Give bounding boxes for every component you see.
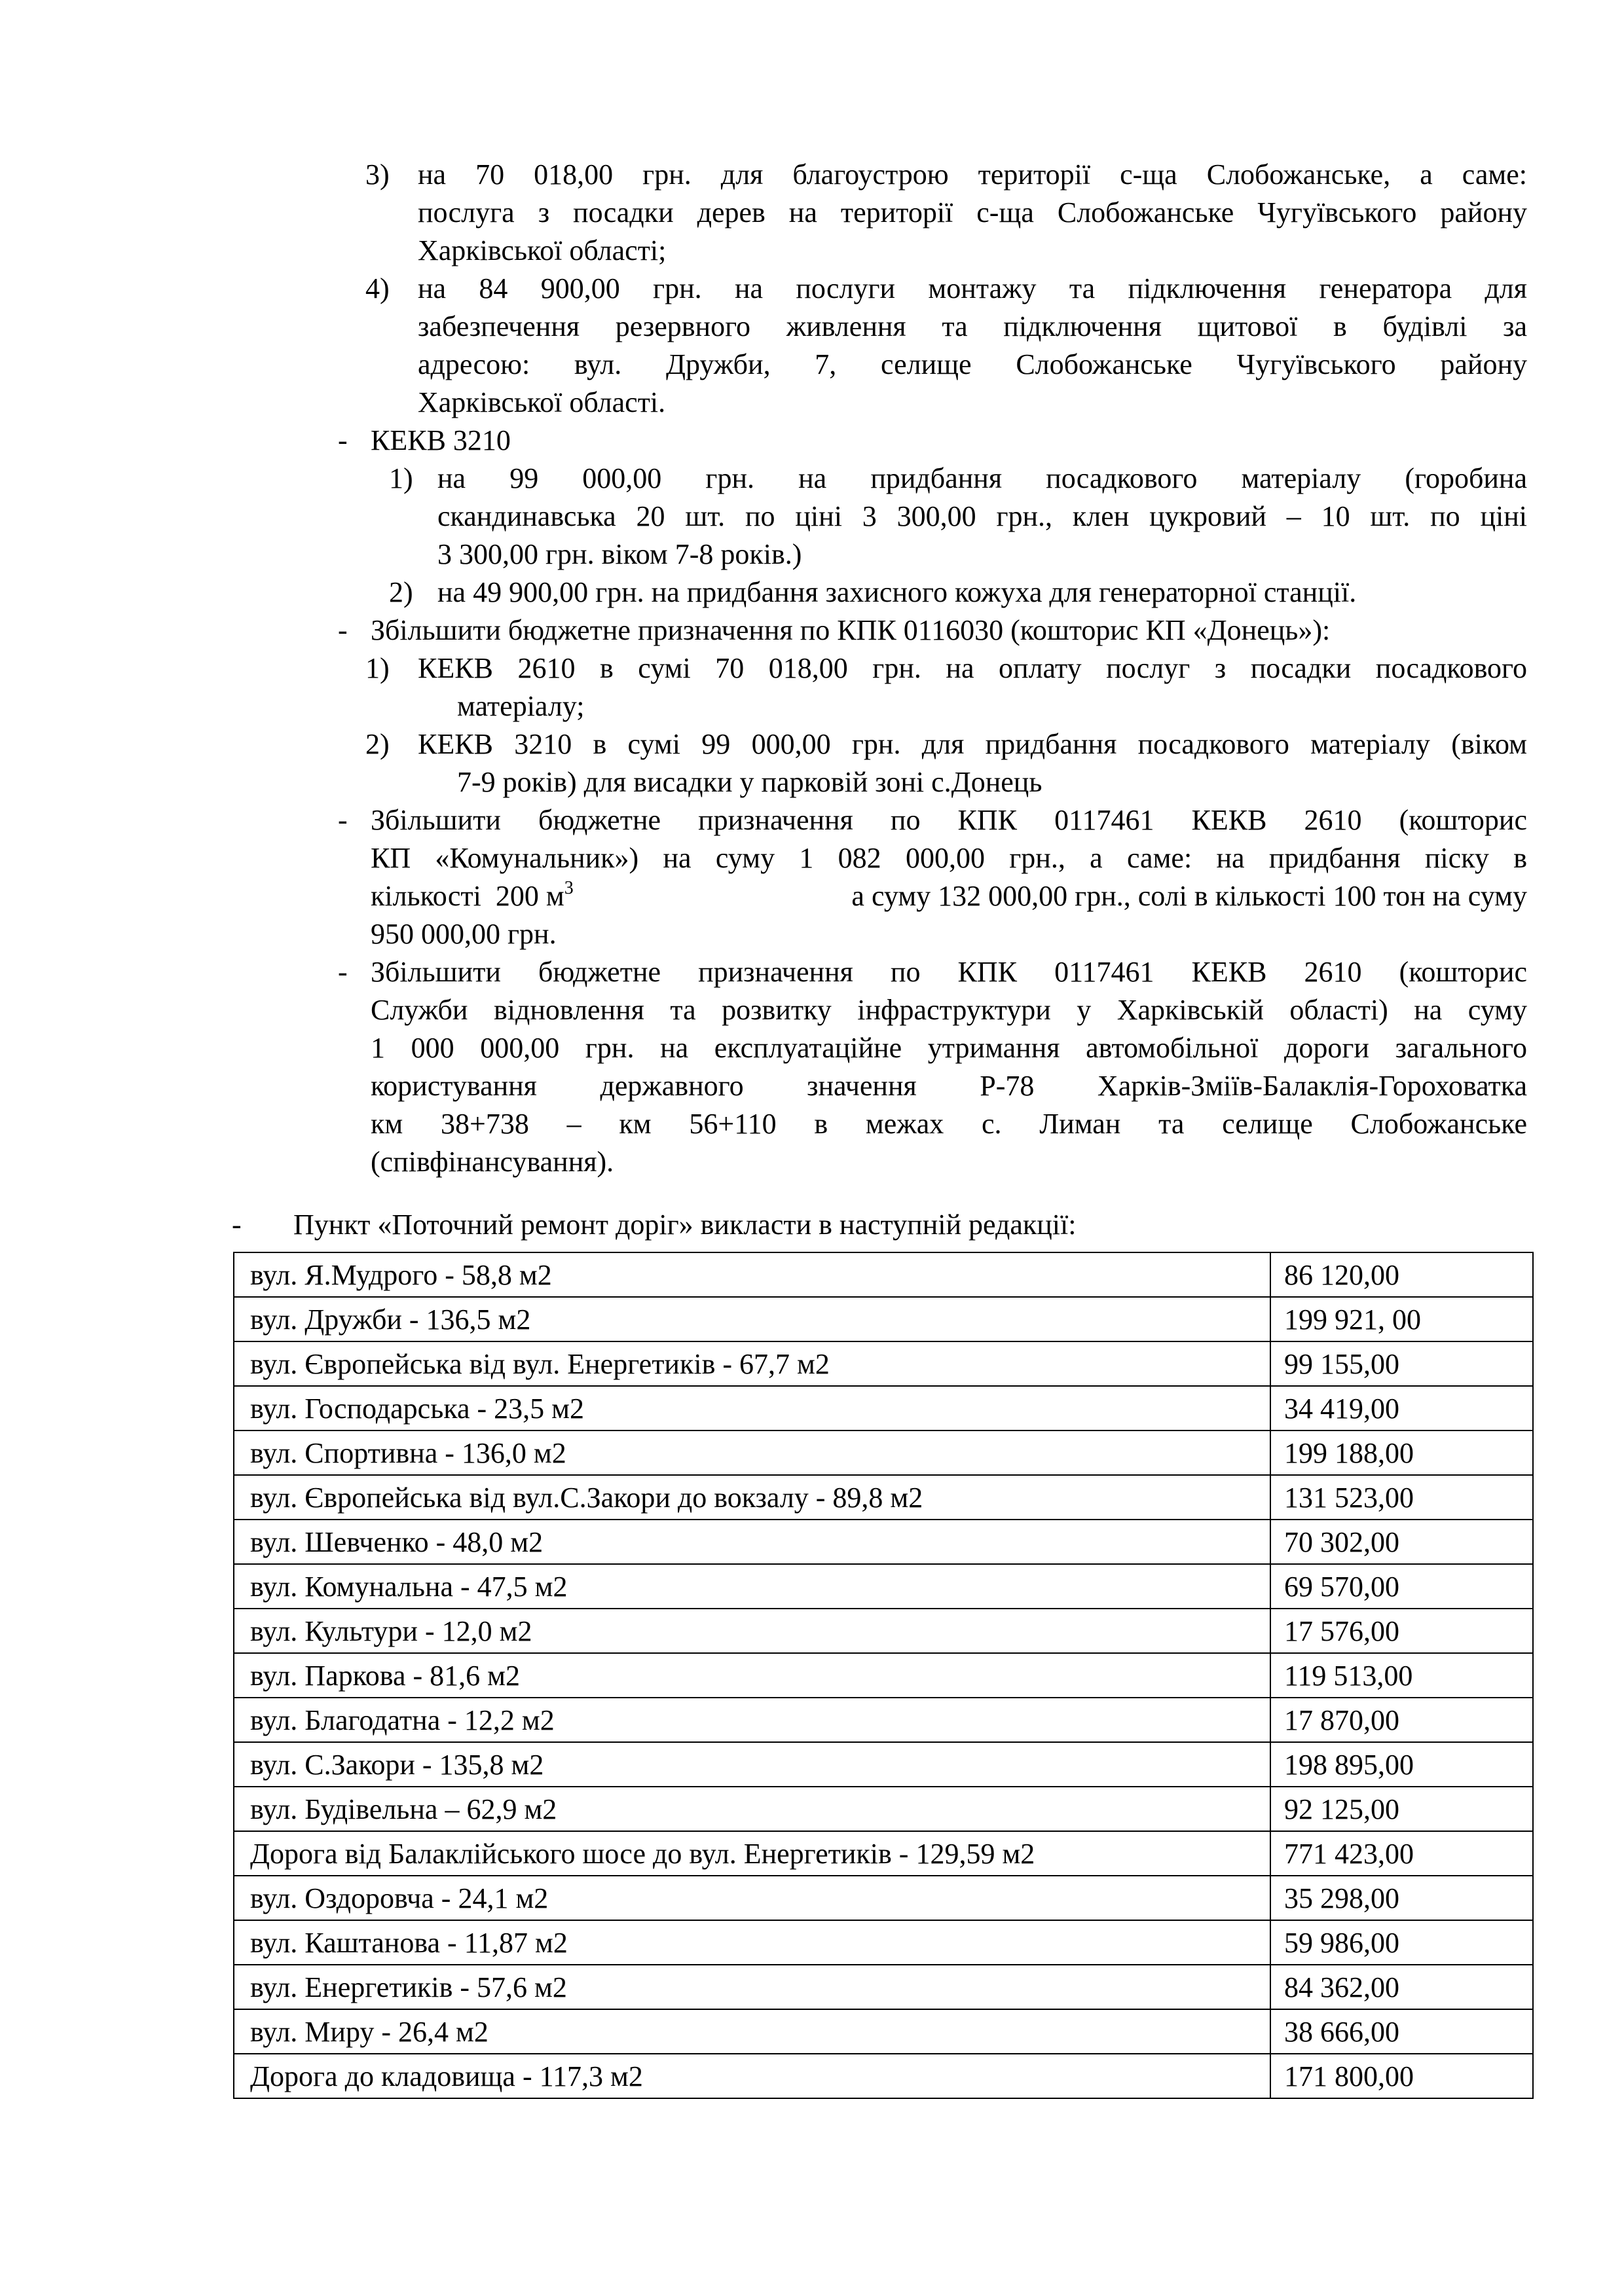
amount-cell: 171 800,00 — [1270, 2054, 1533, 2098]
road-repair-table — [233, 1252, 1534, 2099]
table-row — [234, 1430, 1533, 1475]
street-cell: вул. С.Закори - 135,8 м2 — [234, 1742, 1270, 1787]
street-cell: вул. Енергетиків - 57,6 м2 — [234, 1965, 1270, 2009]
amount-cell: 92 125,00 — [1270, 1787, 1533, 1831]
komunalnyk-line-3 — [371, 877, 1527, 915]
donets-item-1-line-1: КЕКВ 2610 в сумі 70 018,00 грн. на оплату послуг з посадки посадкового — [418, 652, 1527, 684]
amount-cell: 198 895,00 — [1270, 1742, 1533, 1787]
kekv3210-heading: КЕКВ 3210 — [371, 424, 511, 456]
table-row — [234, 1831, 1533, 1876]
amount-cell: 86 120,00 — [1270, 1252, 1533, 1297]
kekv3210-item-1-line-3: 3 300,00 грн. віком 7-8 років.) — [437, 538, 802, 570]
kekv3210-item-1-line-1: на 99 000,00 грн. на придбання посадкового матеріалу (горобина — [437, 462, 1527, 494]
service-line-2: Служби відновлення та розвитку інфраструктури у Харківській області) на суму — [371, 994, 1527, 1026]
table-row — [234, 1965, 1533, 2009]
donets-item-1-marker: 1) — [365, 652, 390, 684]
table-row — [234, 2009, 1533, 2054]
service-line-3: 1 000 000,00 грн. на експлуатаційне утримання автомобільної дороги загального — [371, 1032, 1527, 1064]
komunalnyk-line-1: Збільшити бюджетне призначення по КПК 0117461 КЕКВ 2610 (кошторис — [371, 804, 1527, 836]
amount-cell: 131 523,00 — [1270, 1475, 1533, 1520]
table-row — [234, 1920, 1533, 1965]
amount-cell: 34 419,00 — [1270, 1386, 1533, 1430]
donets-item-2-line-2: 7-9 років) для висадки у парковій зоні с.Донець — [457, 766, 1043, 798]
street-cell: вул. Благодатна - 12,2 м2 — [234, 1698, 1270, 1742]
amount-cell: 84 362,00 — [1270, 1965, 1533, 2009]
item-4-marker: 4) — [365, 272, 390, 304]
amount-cell: 199 921, 00 — [1270, 1297, 1533, 1341]
street-cell: вул. Будівельна – 62,9 м2 — [234, 1787, 1270, 1831]
table-row — [234, 1876, 1533, 1920]
roads-intro: Пункт «Поточний ремонт доріг» викласти в наступній редакції: — [293, 1209, 1077, 1241]
street-cell: Дорога від Балаклійського шосе до вул. Енергетиків - 129,59 м2 — [234, 1831, 1270, 1876]
street-cell: вул. Шевченко - 48,0 м2 — [234, 1520, 1270, 1564]
table-row — [234, 1787, 1533, 1831]
service-dash: - — [338, 956, 348, 988]
amount-cell: 99 155,00 — [1270, 1341, 1533, 1386]
amount-cell: 38 666,00 — [1270, 2009, 1533, 2054]
street-cell: вул. Європейська від вул.С.Закори до вокзалу - 89,8 м2 — [234, 1475, 1270, 1520]
service-line-5: км 38+738 – км 56+110 в межах с. Лиман та селище Слобожанське — [371, 1108, 1527, 1140]
item-4-line-2: забезпечення резервного живлення та підключення щитової в будівлі за — [418, 310, 1527, 342]
donets-item-2-line-1: КЕКВ 3210 в сумі 99 000,00 грн. для придбання посадкового матеріалу (віком — [418, 728, 1527, 760]
donets-item-1-line-2: матеріалу; — [457, 690, 585, 722]
street-cell: вул. Культури - 12,0 м2 — [234, 1609, 1270, 1653]
street-cell: вул. Я.Мудрого - 58,8 м2 — [234, 1252, 1270, 1297]
street-cell: вул. Спортивна - 136,0 м2 — [234, 1430, 1270, 1475]
item-3-line-2: послуга з посадки дерев на території с-ща Слобожанське Чугуївського району — [418, 196, 1527, 228]
street-cell: вул. Господарська - 23,5 м2 — [234, 1386, 1270, 1430]
item-4-line-4: Харківської області. — [418, 386, 666, 418]
donets-dash: - — [338, 614, 348, 646]
amount-cell: 17 576,00 — [1270, 1609, 1533, 1653]
table-row — [234, 1252, 1533, 1297]
amount-cell: 59 986,00 — [1270, 1920, 1533, 1965]
road-repair-table-body — [234, 1252, 1533, 2098]
street-cell: вул. Миру - 26,4 м2 — [234, 2009, 1270, 2054]
komunalnyk-line-3-b: а суму 132 000,00 грн., солі в кількості 100 тон на суму — [844, 880, 1527, 912]
roads-dash: - — [232, 1209, 242, 1241]
service-line-6: (співфінансування). — [371, 1146, 614, 1178]
street-cell: вул. Комунальна - 47,5 м2 — [234, 1564, 1270, 1609]
donets-item-2-marker: 2) — [365, 728, 390, 760]
table-row — [234, 1653, 1533, 1698]
street-cell: вул. Каштанова - 11,87 м2 — [234, 1920, 1270, 1965]
komunalnyk-dash: - — [338, 804, 348, 836]
amount-cell: 771 423,00 — [1270, 1831, 1533, 1876]
service-line-1: Збільшити бюджетне призначення по КПК 0117461 КЕКВ 2610 (кошторис — [371, 956, 1527, 988]
table-row — [234, 1297, 1533, 1341]
street-cell: Дорога до кладовища - 117,3 м2 — [234, 2054, 1270, 2098]
amount-cell: 70 302,00 — [1270, 1520, 1533, 1564]
street-cell: вул. Паркова - 81,6 м2 — [234, 1653, 1270, 1698]
table-row — [234, 1742, 1533, 1787]
komunalnyk-line-2: КП «Комунальник») на суму 1 082 000,00 грн., а саме: на придбання піску в — [371, 842, 1527, 874]
table-row — [234, 1698, 1533, 1742]
amount-cell: 17 870,00 — [1270, 1698, 1533, 1742]
item-3-line-3: Харківської області; — [418, 234, 667, 266]
table-row — [234, 1609, 1533, 1653]
table-row — [234, 1520, 1533, 1564]
kekv3210-item-1-line-2: скандинавська 20 шт. по ціні 3 300,00 грн., клен цукровий – 10 шт. по ціні — [437, 500, 1527, 532]
komunalnyk-line-3-a: кількості 200 м — [371, 880, 564, 912]
item-3-line-1: на 70 018,00 грн. для благоустрою території с-ща Слобожанське, а саме: — [418, 158, 1527, 191]
table-row — [234, 1564, 1533, 1609]
service-line-4: користування державного значення Р-78 Харків-Зміїв-Балаклія-Гороховатка — [371, 1070, 1527, 1102]
amount-cell: 69 570,00 — [1270, 1564, 1533, 1609]
table-row — [234, 1386, 1533, 1430]
street-cell: вул. Оздоровча - 24,1 м2 — [234, 1876, 1270, 1920]
item-4-line-3: адресою: вул. Дружби, 7, селище Слобожанське Чугуївського району — [418, 348, 1527, 380]
kekv3210-item-2-line-1: на 49 900,00 грн. на придбання захисного кожуха для генераторної станції. — [437, 576, 1357, 608]
amount-cell: 119 513,00 — [1270, 1653, 1533, 1698]
street-cell: вул. Дружби - 136,5 м2 — [234, 1297, 1270, 1341]
item-3-marker: 3) — [365, 158, 390, 191]
kekv3210-dash: - — [338, 424, 348, 456]
kekv3210-item-1-marker: 1) — [389, 462, 413, 494]
kekv3210-item-2-marker: 2) — [389, 576, 413, 608]
amount-cell: 199 188,00 — [1270, 1430, 1533, 1475]
item-4-line-1: на 84 900,00 грн. на послуги монтажу та підключення генератора для — [418, 272, 1527, 304]
table-row — [234, 2054, 1533, 2098]
table-row — [234, 1475, 1533, 1520]
street-cell: вул. Європейська від вул. Енергетиків - 67,7 м2 — [234, 1341, 1270, 1386]
komunalnyk-line-4: 950 000,00 грн. — [371, 918, 557, 950]
amount-cell: 35 298,00 — [1270, 1876, 1533, 1920]
donets-heading: Збільшити бюджетне призначення по КПК 0116030 (кошторис КП «Донець»): — [371, 614, 1331, 646]
table-row — [234, 1341, 1533, 1386]
cubic-superscript: 3 — [564, 878, 574, 899]
